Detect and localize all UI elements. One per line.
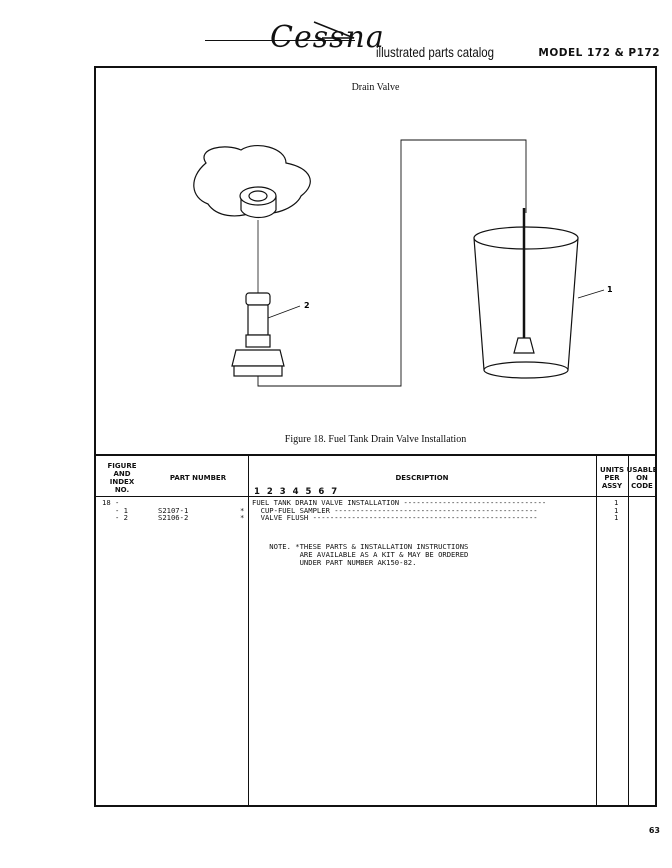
header-rule <box>96 496 655 497</box>
header-description: DESCRIPTION <box>395 474 449 482</box>
callout-2: 2 <box>304 301 310 310</box>
row-description: FUEL TANK DRAIN VALVE INSTALLATION --------------------------------- <box>252 498 547 507</box>
valve-flush-icon <box>232 293 284 376</box>
catalog-title: illustrated parts catalog <box>376 44 495 60</box>
row-description: CUP-FUEL SAMPLER ----------------------------------------------- <box>252 505 538 515</box>
row-units: 1 <box>614 513 619 522</box>
header-units: UNITS PER ASSY <box>600 466 624 490</box>
row-index: 18 - <box>102 498 120 507</box>
col-divider <box>248 456 249 805</box>
row-index: - 2 <box>102 513 128 522</box>
callout-1: 1 <box>607 285 613 294</box>
row-units: 1 <box>614 498 619 507</box>
header-figure-index: FIGURE AND INDEX NO. <box>107 462 137 494</box>
header-usable: USABLE ON CODE <box>626 466 658 490</box>
figure-title: Drain Valve <box>351 82 400 93</box>
brand-logo: Cessna <box>270 20 385 55</box>
drain-valve-illustration <box>96 68 656 428</box>
row-kit-mark: * <box>240 513 245 522</box>
model-label: MODEL 172 & P172 <box>538 47 660 59</box>
kit-note-line: UNDER PART NUMBER AK150-82. <box>252 558 417 567</box>
kit-note-line: NOTE. *THESE PARTS & INSTALLATION INSTRUCTIONS <box>252 542 469 551</box>
fuel-sampler-cup-icon <box>474 208 578 378</box>
row-description: VALVE FLUSH ---------------------------------------------------- <box>252 513 538 522</box>
figure-frame <box>94 66 657 807</box>
col-divider <box>628 456 629 805</box>
row-units: 1 <box>614 505 619 515</box>
kit-note-line: ARE AVAILABLE AS A KIT & MAY BE ORDERED <box>252 550 469 559</box>
indent-digits: 1 2 3 4 5 6 7 <box>254 487 340 497</box>
page-number: 63 <box>648 826 660 835</box>
row-index: - 1 <box>102 505 128 515</box>
col-divider <box>596 456 597 805</box>
row-part-number: S2106-2 <box>158 513 189 522</box>
row-kit-mark: * <box>240 505 245 515</box>
header-part-number: PART NUMBER <box>169 474 227 482</box>
figure-caption: Figure 18. Fuel Tank Drain Valve Installation <box>284 434 467 445</box>
valve-knob-icon <box>194 146 311 218</box>
row-part-number: S2107-1 <box>158 505 189 515</box>
